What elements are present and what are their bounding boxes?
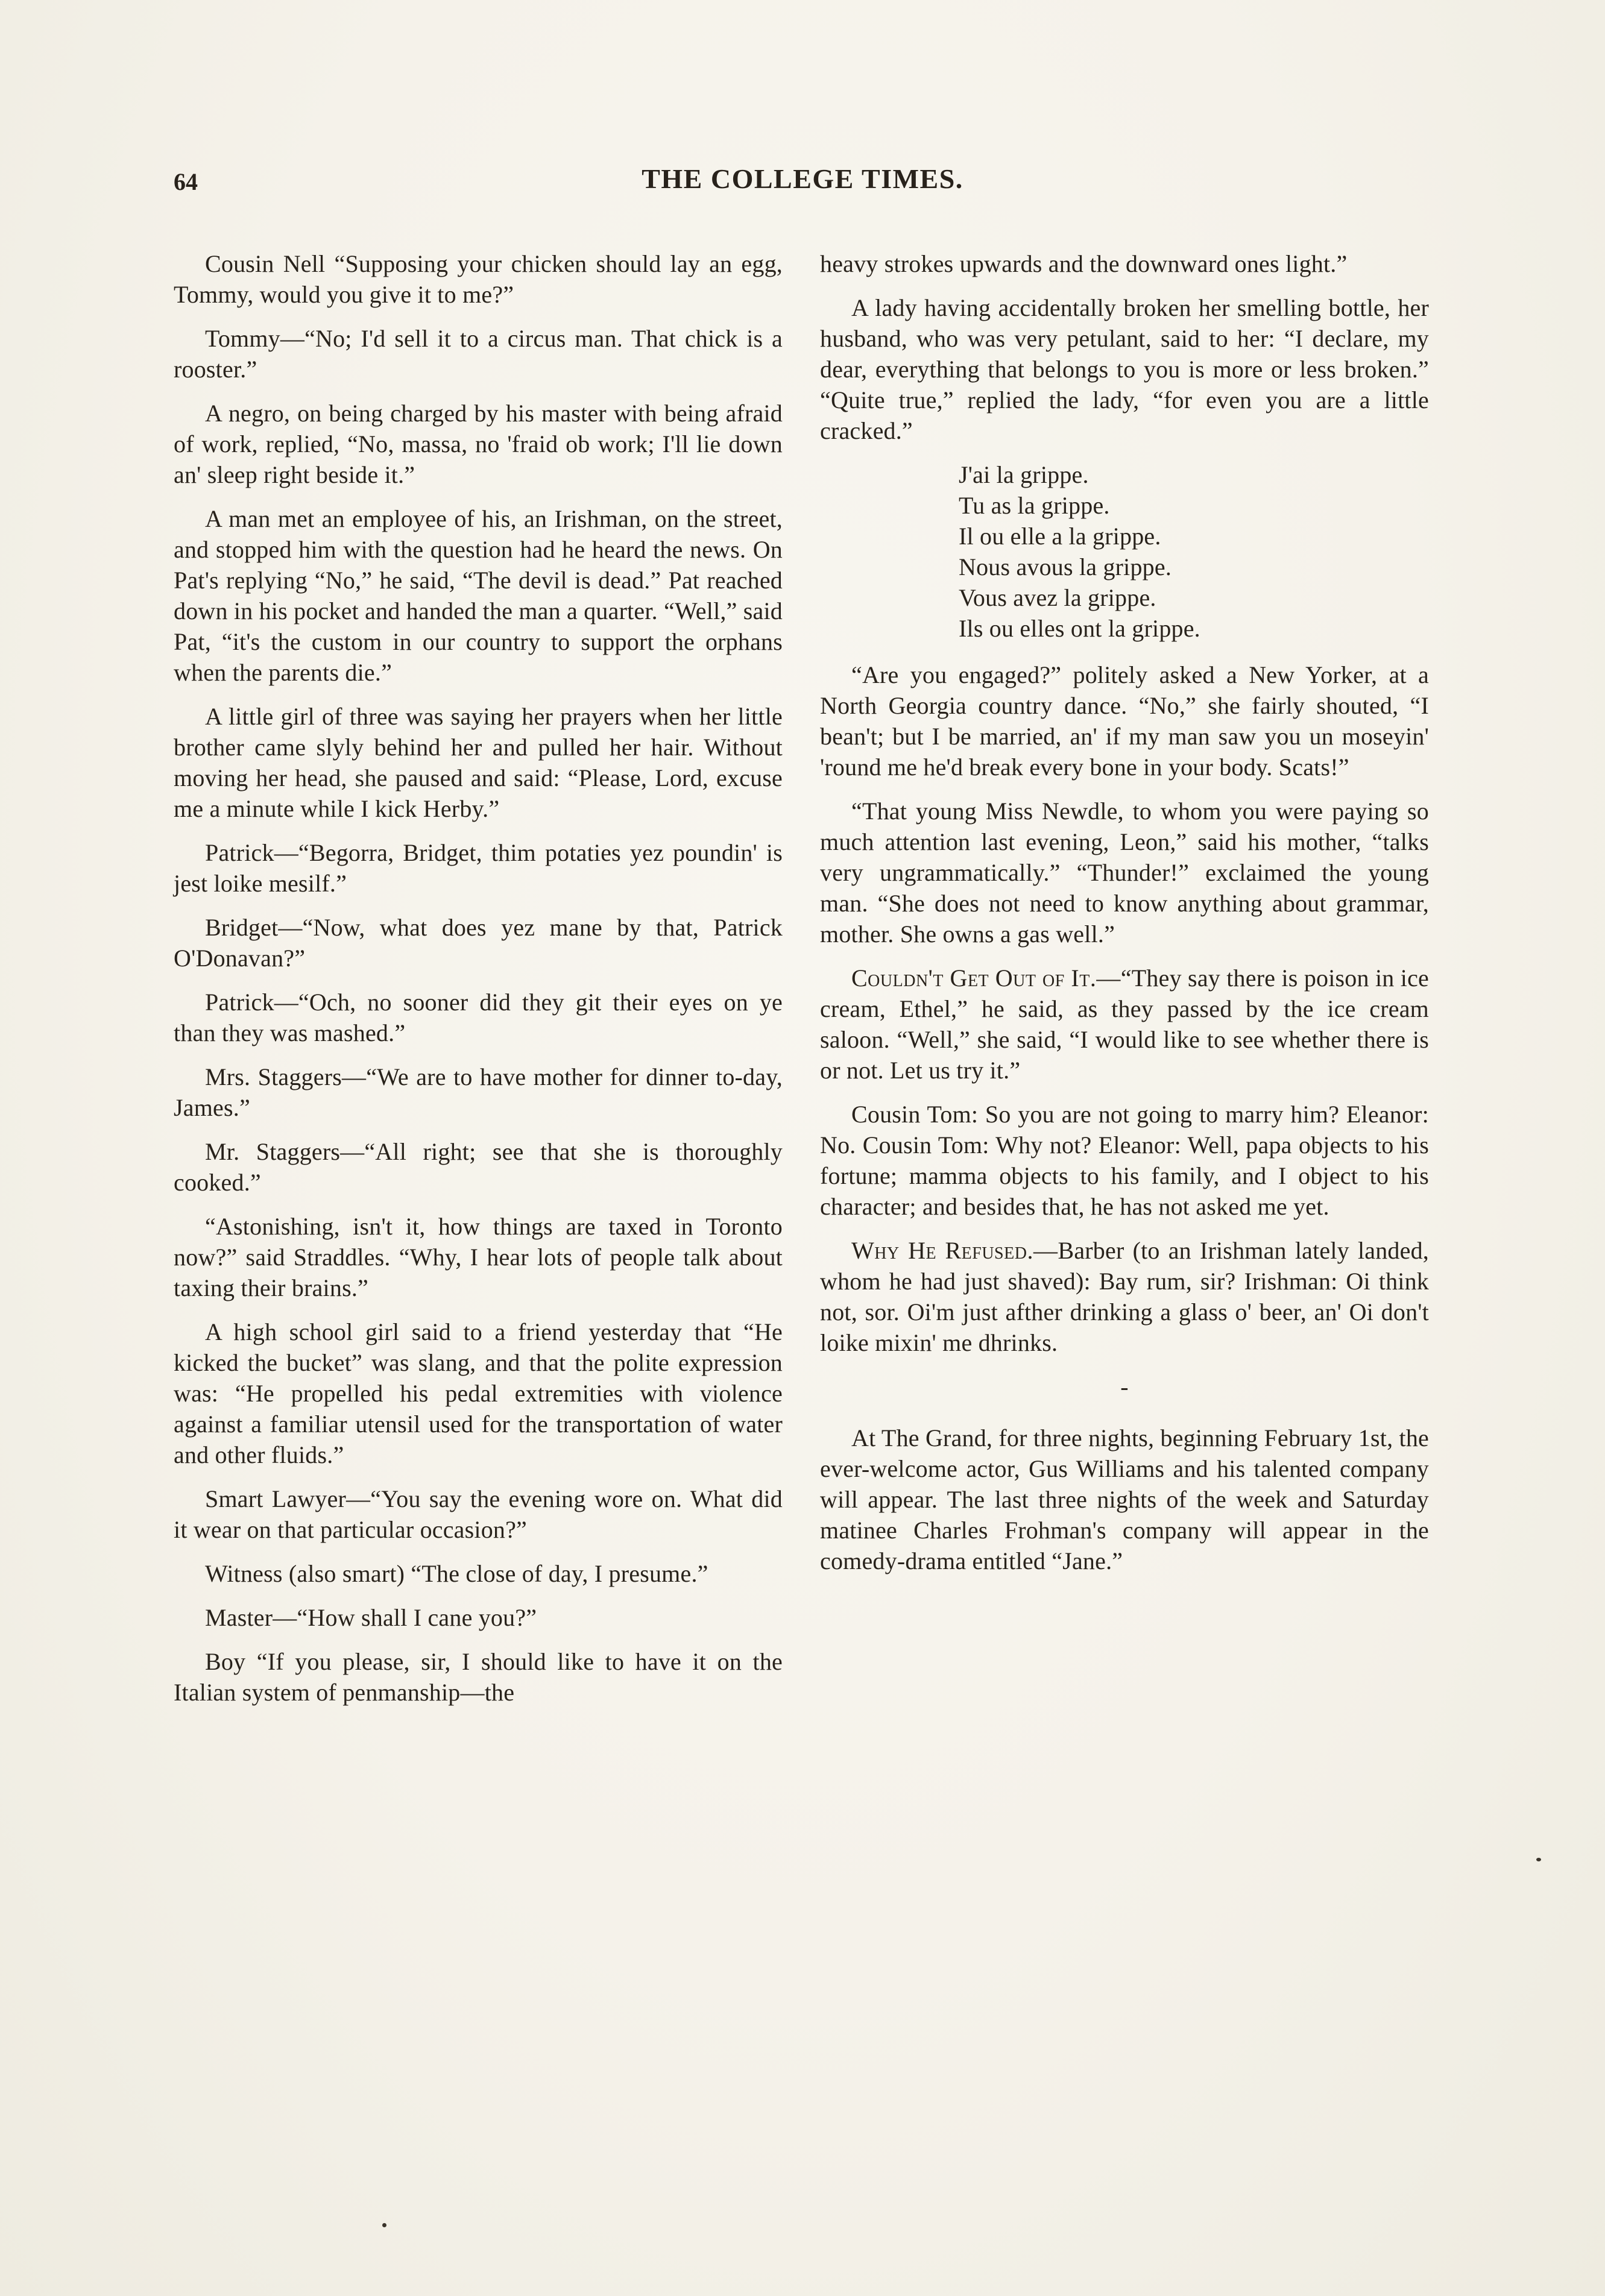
paragraph-lead-couldnt: Couldn't Get Out of It.— (851, 964, 1121, 992)
paragraph-body-couldnt: “They say there is poison in ice cream, Ethel,” he said, as they passed by the ice cream saloon. “Well,” she said, “I would like to see whether there is or not. Let us try it.” (820, 964, 1430, 1084)
verse-line: Il ou elle a la grippe. (959, 523, 1161, 550)
scan-speck (1536, 1858, 1541, 1861)
paragraph-miss-newdle: “That young Miss Newdle, to whom you were paying so much attention last evening, Leon,” said his mother, “talks very ungrammatically.” “Thunder!” exclaimed the young man. “She does not need to know anything about grammar, mother. She owns a gas well.” (820, 797, 1429, 948)
paragraph-smart-lawyer: Smart Lawyer—“You say the evening wore on. What did it wear on that particular occasion?” (174, 1485, 783, 1543)
journal-title: THE COLLEGE TIMES. (642, 163, 963, 194)
paragraph-tommy: Tommy—“No; I'd sell it to a circus man. That chick is a rooster.” (174, 325, 783, 383)
page-number: 64 (174, 168, 198, 195)
verse-line: Tu as la grippe. (959, 492, 1110, 519)
verse-la-grippe (959, 459, 1429, 644)
paragraph-mr-staggers: Mr. Staggers—“All right; see that she is thoroughly cooked.” (174, 1138, 783, 1196)
page-header (0, 0, 1605, 205)
text-columns (0, 248, 1605, 1721)
paragraph-little-girl-prayers: A little girl of three was saying her prayers when her little brother came slyly behind her and pulled her hair. Without moving her head, she paused and said: “Please, Lord, excuse me a minute while I kick Herby.” (174, 703, 783, 822)
paragraph-patrick-1: Patrick—“Begorra, Bridget, thim potaties yez poundin' is jest loike mesilf.” (174, 839, 783, 897)
paragraph-boy-continuation: heavy strokes upwards and the downward ones light.” (820, 250, 1348, 277)
paragraph-high-school-slang: A high school girl said to a friend yesterday that “He kicked the bucket” was slang, and that the polite expression was: “He propelled his pedal extremities with violence against a familiar utensil used for the transportation of water and other fluids.” (174, 1318, 783, 1468)
paragraph-negro: A negro, on being charged by his master with being afraid of work, replied, “No, massa, no 'fraid ob work; I'll lie down an' sleep right beside it.” (174, 400, 783, 488)
paragraph-body-refused: Barber (to an Irishman lately landed, whom he had just shaved): Bay rum, sir? Irishman: Oi think not, sor. Oi'm just afther drinking a glass o' beer, an' Oi don't loike mixin' me dhrinks. (820, 1237, 1429, 1356)
scan-speck (382, 2223, 386, 2227)
paragraph-bridget: Bridget—“Now, what does yez mane by that, Patrick O'Donavan?” (174, 914, 783, 972)
paragraph-are-you-engaged: “Are you engaged?” politely asked a New Yorker, at a North Georgia country dance. “No,” she fairly shouted, “I bean't; but I be married, an' if my man saw you un moseyin' 'round me he'd break every bone in your body. Scats!” (820, 661, 1429, 781)
paragraph-why-he-refused (820, 1235, 1429, 1358)
paragraph-lead-refused: Why He Refused.— (851, 1237, 1058, 1264)
paragraph-couldnt-get-out (820, 963, 1429, 1086)
verse-line: Nous avous la grippe. (959, 553, 1172, 580)
paragraph-boy-runover: Boy “If you please, sir, I should like to have it on the Italian system of penmanship—the (174, 1648, 783, 1706)
paragraph-smelling-bottle: A lady having accidentally broken her smelling bottle, her husband, who was very petulant, said to her: “I declare, my dear, everything that belongs to you is more or less broken.” “Quite true,” replied the lady, “for even you are a little cracked.” (820, 294, 1429, 444)
verse-line: Ils ou elles ont la grippe. (959, 615, 1200, 642)
verse-line: Vous avez la grippe. (959, 584, 1156, 611)
right-column (820, 248, 1429, 1721)
paragraph-cousin-nell: Cousin Nell “Supposing your chicken should lay an egg, Tommy, would you give it to me?” (174, 250, 783, 308)
paragraph-irishman-news: A man met an employee of his, an Irishman, on the street, and stopped him with the question had he heard the news. On Pat's replying “No,” he said, “The devil is dead.” Pat reached down in his pocket and handed the man a quarter. “Well,” said Pat, “it's the custom in our country to support the orphans when the parents die.” (174, 505, 783, 686)
paragraph-cousin-tom: Cousin Tom: So you are not going to marry him? Eleanor: No. Cousin Tom: Why not? Eleanor: Well, papa objects to his fortune; mamma objects to his family, and I object to his character; and besides that, he has not asked me yet. (820, 1101, 1429, 1220)
paragraph-mrs-staggers: Mrs. Staggers—“We are to have mother for dinner to-day, James.” (174, 1063, 783, 1121)
section-divider-dash: - (1120, 1373, 1129, 1400)
paragraph-patrick-2: Patrick—“Och, no sooner did they git their eyes on ye than they was mashed.” (174, 989, 783, 1046)
paragraph-witness: Witness (also smart) “The close of day, I presume.” (205, 1560, 708, 1587)
verse-line: J'ai la grippe. (959, 461, 1089, 488)
paragraph-grand-theatre: At The Grand, for three nights, beginning February 1st, the ever-welcome actor, Gus Williams and his talented company will appear. The last three nights of the week and Saturday matinee Charles Frohman's company will appear in the comedy-drama entitled “Jane.” (820, 1424, 1429, 1574)
paragraph-master: Master—“How shall I cane you?” (205, 1604, 537, 1631)
left-column (174, 248, 783, 1721)
paragraph-astonishing-taxes: “Astonishing, isn't it, how things are taxed in Toronto now?” said Straddles. “Why, I hear lots of people talk about taxing their brains.” (174, 1213, 783, 1301)
